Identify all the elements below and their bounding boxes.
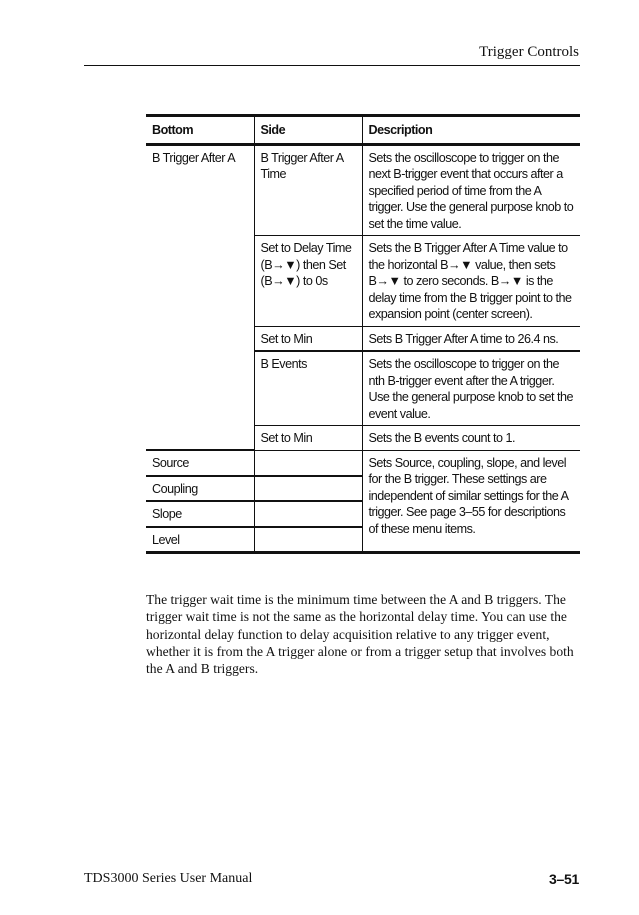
column-header-side: Side bbox=[254, 116, 362, 145]
cell-side bbox=[254, 501, 362, 527]
table-row bbox=[146, 144, 580, 236]
cell-bottom: Level bbox=[146, 527, 254, 553]
cell-side: Set to Delay Time (B→▼) then Set (B→▼) to 0s bbox=[254, 236, 362, 327]
cell-description: Sets the oscilloscope to trigger on the nth B-trigger event after the A trigger. Use the general purpose knob to set the event value. bbox=[362, 351, 580, 426]
cell-side bbox=[254, 450, 362, 476]
cell-bottom: Slope bbox=[146, 501, 254, 527]
trigger-menu-table bbox=[146, 114, 580, 554]
cell-bottom: B Trigger After A bbox=[146, 144, 254, 450]
table-row bbox=[146, 450, 580, 476]
body-paragraph: The trigger wait time is the minimum time between the A and B triggers. The trigger wait time is not the same as the horizontal delay time. You can use the horizontal delay function to delay acquisition relative to any trigger event, whether it is from the A trigger alone or from a trigger setup that involves both the A and B triggers. bbox=[146, 592, 574, 677]
table-header-row bbox=[146, 116, 580, 145]
cell-side: B Trigger After A Time bbox=[254, 144, 362, 236]
cell-side bbox=[254, 476, 362, 502]
cell-bottom: Source bbox=[146, 450, 254, 476]
section-title: Trigger Controls bbox=[479, 44, 579, 60]
cell-side: Set to Min bbox=[254, 326, 362, 351]
cell-bottom: Coupling bbox=[146, 476, 254, 502]
cell-side bbox=[254, 527, 362, 553]
footer-manual-title: TDS3000 Series User Manual bbox=[84, 871, 253, 886]
cell-side: B Events bbox=[254, 351, 362, 426]
cell-side: Set to Min bbox=[254, 426, 362, 451]
column-header-description: Description bbox=[362, 116, 580, 145]
column-header-bottom: Bottom bbox=[146, 116, 254, 145]
cell-description: Sets the oscilloscope to trigger on the next B-trigger event that occurs after a specified period of time from the A trigger. Use the general purpose knob to set the time value. bbox=[362, 144, 580, 236]
cell-description: Sets the B events count to 1. bbox=[362, 426, 580, 451]
cell-description: Sets Source, coupling, slope, and level for the B trigger. These settings are independent of similar settings for the A trigger. See page 3–55 for descriptions of these menu items. bbox=[362, 450, 580, 553]
cell-description: Sets the B Trigger After A Time value to the horizontal B→▼ value, then sets B→▼ to zero seconds. B→▼ is the delay time from the B trigger point to the expansion point (center screen). bbox=[362, 236, 580, 327]
footer-page-number: 3–51 bbox=[549, 871, 579, 887]
menu-table bbox=[146, 114, 580, 554]
cell-description: Sets B Trigger After A time to 26.4 ns. bbox=[362, 326, 580, 351]
header-rule bbox=[84, 65, 580, 66]
